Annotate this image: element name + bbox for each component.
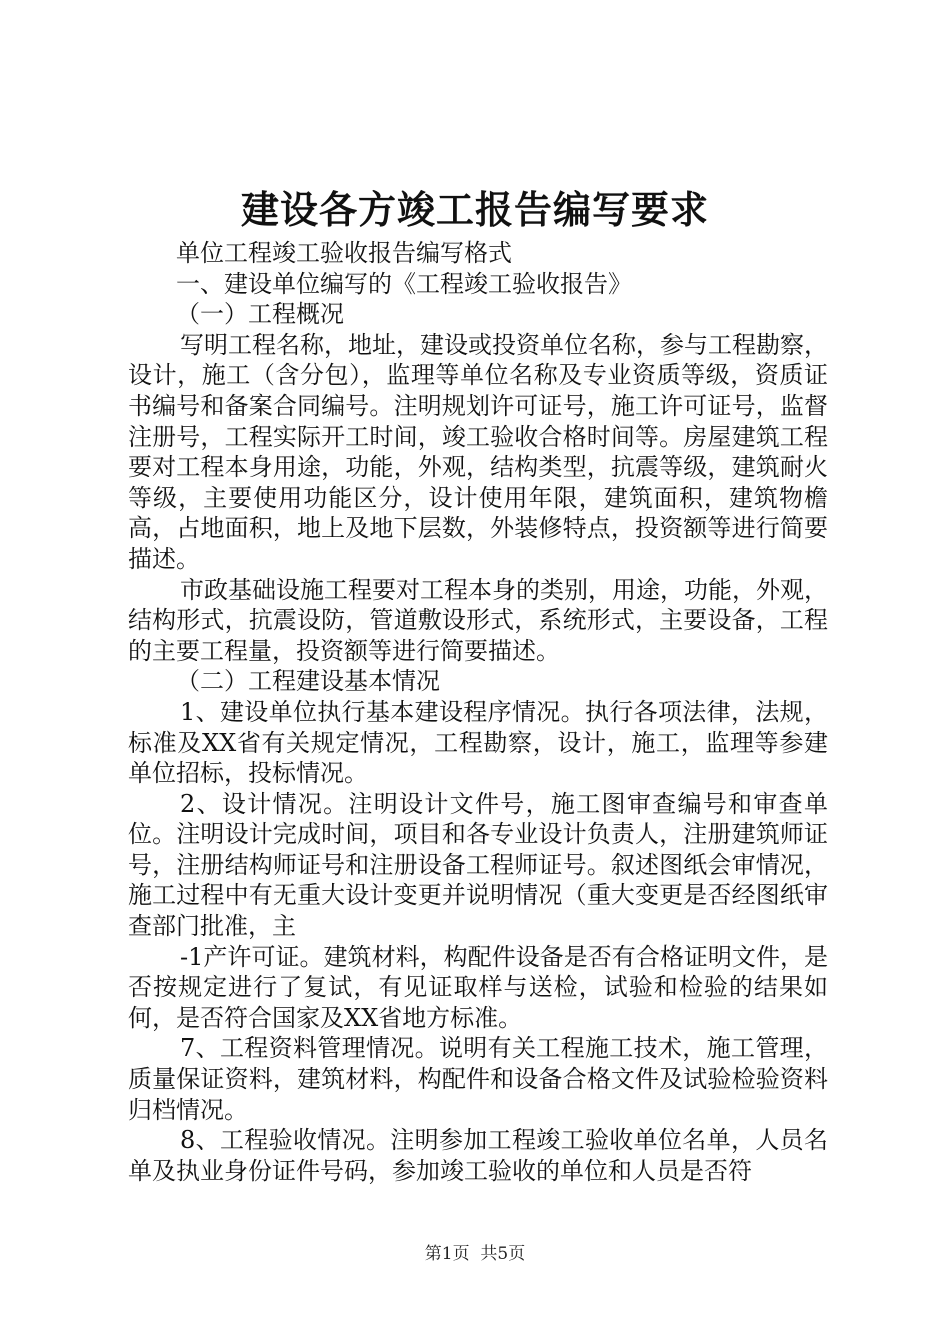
paragraph-item-8: 8、工程验收情况。注明参加工程竣工验收单位名单，人员名单及执业身份证件号码，参加竣工验收的单位和人员是否符 (128, 1126, 828, 1185)
page-footer (0, 1243, 950, 1265)
page-number-label: 第1页 共5页 (424, 1244, 526, 1264)
heading-basic-situation: （二）工程建设基本情况 (176, 667, 440, 696)
paragraph-item-2: 2、设计情况。注明设计文件号，施工图审查编号和审查单位。注明设计完成时间，项目和各专业设计负责人，注册建筑师证号，注册结构师证号和注册设备工程师证号。叙述图纸会审情况，施工过程中有无重大设计变更并说明情况（重大变更是否经图纸审查部门批准，主 (128, 789, 828, 941)
paragraph-fragment: -1产许可证。建筑材料，构配件设备是否有合格证明文件，是否按规定进行了复试，有见证取样与送检，试验和检验的结果如何，是否符合国家及XX省地方标准。 (128, 942, 828, 1032)
paragraph-item-1: 1、建设单位执行基本建设程序情况。执行各项法律，法规，标准及XX省有关规定情况，工程勘察，设计，施工，监理等参建单位招标，投标情况。 (128, 697, 828, 788)
heading-project-overview: （一）工程概况 (176, 300, 344, 329)
document-body (128, 238, 828, 1186)
paragraph-municipal: 市政基础设施工程要对工程本身的类别，用途，功能，外观，结构形式，抗震设防，管道敷设形式，系统形式，主要设备，工程的主要工程量，投资额等进行简要描述。 (128, 575, 828, 665)
paragraph-report-format: 单位工程竣工验收报告编写格式 (176, 239, 512, 267)
document-title: 建设各方竣工报告编写要求 (240, 187, 709, 232)
paragraph-item-7: 7、工程资料管理情况。说明有关工程施工技术，施工管理，质量保证资料，建筑材料，构配件和设备合格文件及试验检验资料归档情况。 (128, 1034, 828, 1124)
heading-section-one: 一、建设单位编写的《工程竣工验收报告》 (176, 269, 632, 298)
paragraph-overview-body: 写明工程名称，地址，建设或投资单位名称，参与工程勘察，设计，施工（含分包），监理等单位名称及专业资质等级，资质证书编号和备案合同编号。注明规划许可证号，施工许可证号，监督注册号，工程实际开工时间，竣工验收合格时间等。房屋建筑工程要对工程本身用途，功能，外观，结构类型，抗震等级，建筑耐火等级，主要使用功能区分，设计使用年限，建筑面积，建筑物檐高，占地面积，地上及地下层数，外装修特点，投资额等进行简要描述。 (128, 330, 828, 573)
